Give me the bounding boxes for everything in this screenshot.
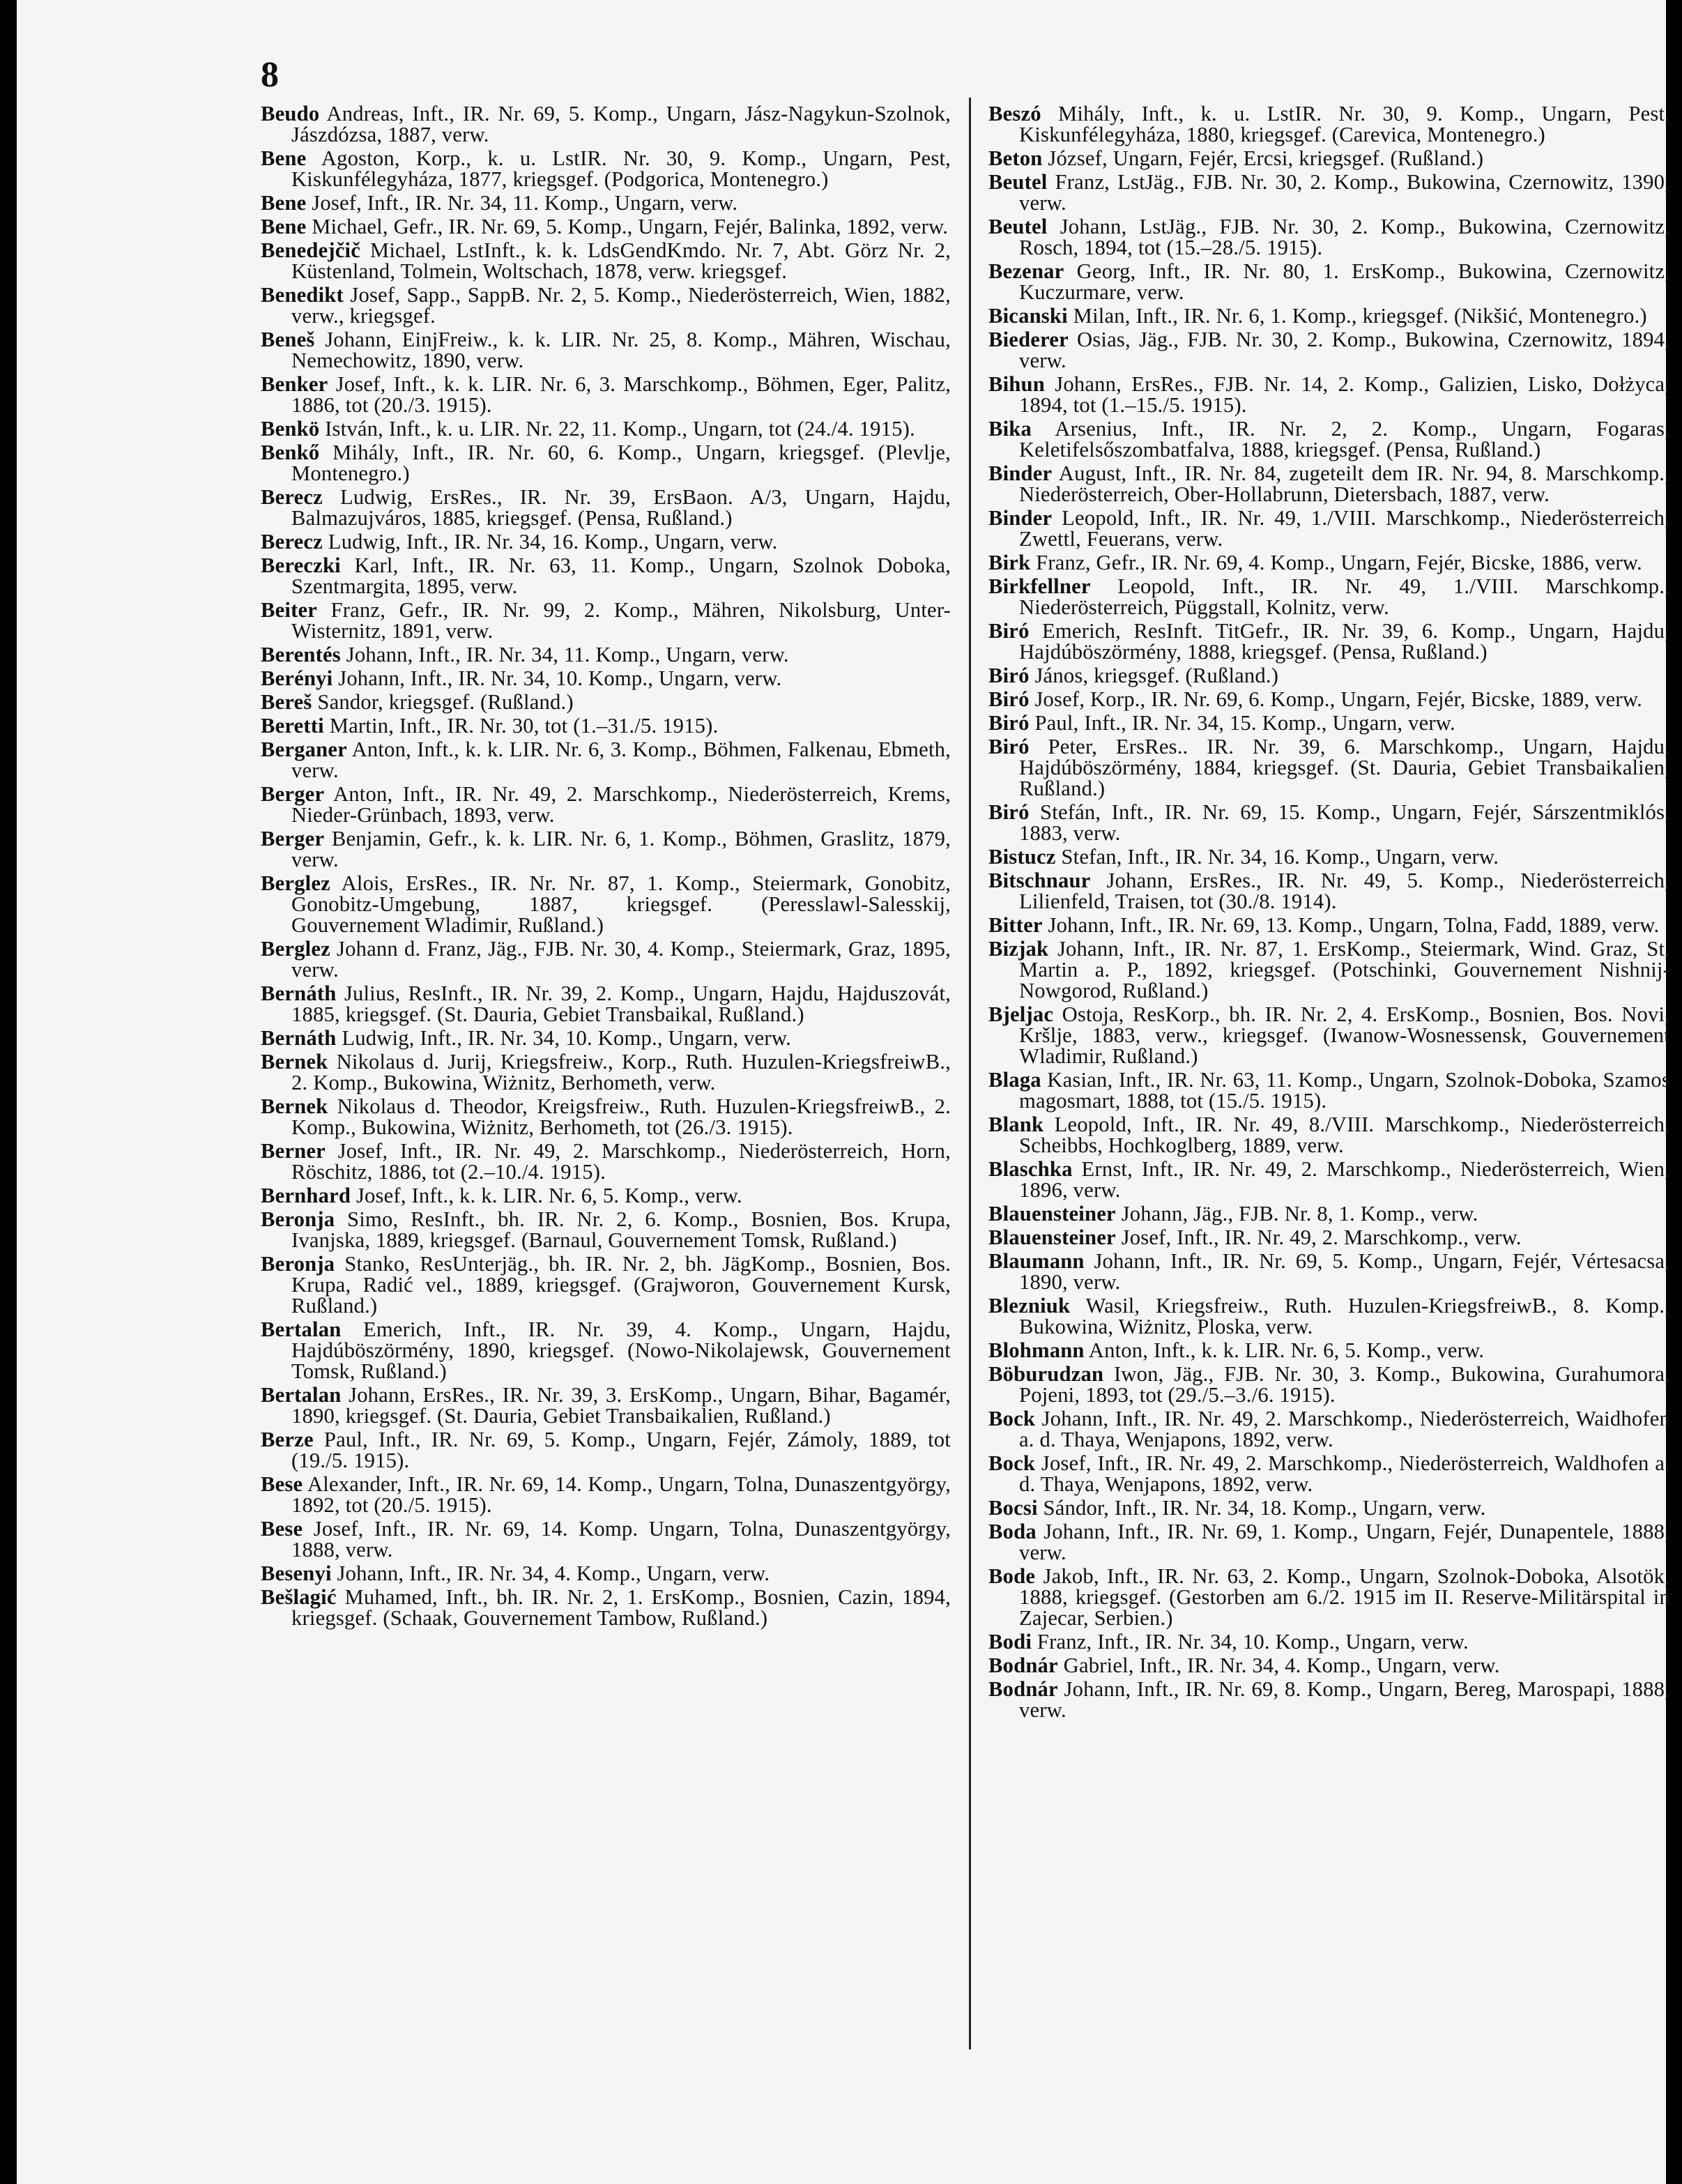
register-entry (988, 802, 1670, 843)
entry-details: Sándor, Inft., IR. Nr. 34, 18. Komp., Ungarn, verw. (1037, 1496, 1486, 1520)
register-entry (988, 846, 1670, 867)
register-entry (988, 1295, 1670, 1337)
entry-surname: Bezenar (988, 259, 1064, 283)
entry-surname: Blaga (988, 1068, 1041, 1092)
entry-surname: Bernek (261, 1050, 328, 1074)
register-entry (261, 828, 951, 870)
register-entry (988, 665, 1670, 686)
register-entry (261, 418, 951, 439)
entry-details: Stefán, Inft., IR. Nr. 69, 15. Komp., Ungarn, Fejér, Sárszentmiklós, 1883, verw. (1019, 800, 1670, 845)
register-entry (261, 103, 951, 145)
entry-surname: Blauensteiner (988, 1225, 1116, 1249)
register-entry (988, 1655, 1670, 1676)
entry-details: Ludwig, Inft., IR. Nr. 34, 10. Komp., Ungarn, verw. (336, 1026, 791, 1050)
entry-details: István, Inft., k. u. LIR. Nr. 22, 11. Komp., Ungarn, tot (24./4. 1915). (319, 417, 915, 441)
entry-details: Josef, Korp., IR. Nr. 69, 6. Komp., Ungarn, Fejér, Bicske, 1889, verw. (1029, 687, 1642, 711)
entry-details: Franz, Inft., IR. Nr. 34, 10. Komp., Ungarn, verw. (1032, 1630, 1469, 1654)
register-entry (261, 216, 951, 237)
entry-details: Johann, ErsRes., IR. Nr. 49, 5. Komp., Niederösterreich, Lilienfeld, Traisen, tot (30./8. 1914). (1019, 869, 1670, 913)
entry-surname: Beronja (261, 1207, 335, 1231)
entry-surname: Bjeljac (988, 1002, 1054, 1026)
register-entry (988, 1340, 1670, 1361)
register-entry (988, 216, 1670, 258)
register-entry (261, 1587, 951, 1628)
entry-surname: Bode (988, 1564, 1036, 1588)
entry-surname: Binder (988, 506, 1053, 530)
entry-details: Stanko, ResUnterjäg., bh. IR. Nr. 2, bh. JägKomp., Bosnien, Bos. Krupa, Radić vel., 1889, kriegsgef. (Grajworon, Gouvernement Kursk, Rußland.) (291, 1252, 951, 1318)
entry-details: Martin, Inft., IR. Nr. 30, tot (1.–31./5. 1915). (323, 714, 719, 738)
register-entry (988, 374, 1670, 415)
entry-details: Paul, Inft., IR. Nr. 34, 15. Komp., Ungarn, verw. (1029, 711, 1455, 735)
register-entry (988, 1251, 1670, 1292)
entry-details: Ernst, Inft., IR. Nr. 49, 2. Marschkomp., Niederösterreich, Wien, 1896, verw. (1019, 1157, 1670, 1202)
entry-details: Franz, Gefr., IR. Nr. 69, 4. Komp., Ungarn, Fejér, Bicske, 1886, verw. (1030, 551, 1642, 574)
entry-details: Alois, ErsRes., IR. Nr. Nr. 87, 1. Komp., Steiermark, Gonobitz, Gonobitz-Umgebung, 1887, kriegsgef. (Peresslawl-Salesskij, Gouvernement Wladimir, Rußland.) (291, 871, 951, 937)
entry-details: Julius, ResInft., IR. Nr. 39, 2. Komp., Ungarn, Hajdu, Hajduszovát, 1885, kriegsgef. (St. Dauria, Gebiet Transbaikal, Rußland.) (291, 982, 951, 1026)
register-entry (988, 712, 1670, 733)
entry-surname: Bitter (988, 913, 1043, 937)
register-entry (988, 305, 1670, 326)
entry-details: Josef, Inft., IR. Nr. 49, 2. Marschkomp., Niederösterreich, Waldhofen a. d. Thaya, Wenjapons, 1892, verw. (1019, 1451, 1670, 1496)
entry-details: Johann, ErsRes., IR. Nr. 39, 3. ErsKomp., Ungarn, Bihar, Bagamér, 1890, kriegsgef. (St. Dauria, Gebiet Transbaikalien, Rußland.) (291, 1383, 951, 1428)
entry-surname: Berecz (261, 530, 323, 553)
entry-details: Johann, Inft., IR. Nr. 49, 2. Marschkomp., Niederösterreich, Waidhofen a. d. Thaya, Wenjapons, 1892, verw. (1019, 1407, 1670, 1451)
register-entry (988, 1408, 1670, 1450)
entry-details: Johann, Inft., IR. Nr. 69, 13. Komp., Ungarn, Tolna, Fadd, 1889, verw. (1042, 913, 1660, 937)
entry-details: Josef, Inft., k. k. LIR. Nr. 6, 5. Komp., verw. (351, 1184, 742, 1207)
register-entry (261, 1096, 951, 1138)
entry-surname: Berger (261, 782, 325, 806)
register-entry (261, 983, 951, 1025)
entry-surname: Beutel (988, 215, 1048, 238)
entry-surname: Blohmann (988, 1338, 1085, 1362)
entry-surname: Bocsi (988, 1496, 1038, 1520)
register-entry (261, 1140, 951, 1182)
entry-details: Johann, Inft., IR. Nr. 69, 5. Komp., Ungarn, Fejér, Vértesacsa, 1890, verw. (1019, 1249, 1670, 1294)
entry-surname: Benkő (261, 441, 320, 464)
register-entry (261, 487, 951, 528)
entry-surname: Bodnár (988, 1677, 1058, 1701)
entry-details: József, Ungarn, Fejér, Ercsi, kriegsgef. (Rußland.) (1042, 146, 1484, 170)
register-entry (988, 552, 1670, 573)
entry-surname: Bodnár (988, 1654, 1058, 1677)
entry-details: Josef, Sapp., SappB. Nr. 2, 5. Komp., Niederösterreich, Wien, 1882, verw., kriegsgef. (291, 283, 951, 328)
entry-surname: Beneš (261, 328, 315, 351)
entry-surname: Berganer (261, 738, 347, 761)
register-entry (261, 1209, 951, 1251)
register-entry (988, 915, 1670, 936)
entry-details: Johann, EinjFreiw., k. k. LIR. Nr. 25, 8. Komp., Mähren, Wischau, Nemechowitz, 1890, verw. (291, 328, 951, 372)
entry-details: Stefan, Inft., IR. Nr. 34, 16. Komp., Ungarn, verw. (1055, 845, 1499, 869)
entry-details: Franz, Gefr., IR. Nr. 99, 2. Komp., Mähren, Nikolsburg, Unter-Wisternitz, 1891, verw. (291, 598, 951, 643)
entry-surname: Berger (261, 827, 325, 850)
register-entry (261, 668, 951, 689)
entry-surname: Benker (261, 372, 328, 396)
register-entry (261, 284, 951, 326)
entry-details: Georg, Inft., IR. Nr. 80, 1. ErsKomp., Bukowina, Czernowitz, Kuczurmare, verw. (1019, 259, 1670, 304)
entry-surname: Beudo (261, 102, 320, 125)
entry-details: Emerich, Inft., IR. Nr. 39, 4. Komp., Ungarn, Hajdu, Hajdúböszörmény, 1890, kriegsgef. (Nowo-Nikolajewsk, Gouvernement Tomsk, Rußland.) (291, 1318, 951, 1383)
entry-surname: Böburudzan (988, 1362, 1104, 1386)
entry-details: Josef, Inft., IR. Nr. 34, 11. Komp., Ungarn, verw. (306, 191, 738, 215)
entry-surname: Bertalan (261, 1383, 342, 1407)
entry-surname: Bese (261, 1472, 303, 1496)
entry-surname: Bicanski (988, 304, 1068, 328)
register-entry (261, 1518, 951, 1560)
entry-details: Johann, Inft., IR. Nr. 69, 8. Komp., Ungarn, Bereg, Marospapi, 1888, verw. (1019, 1677, 1670, 1722)
register-entry (988, 171, 1670, 213)
entry-details: Ostoja, ResKorp., bh. IR. Nr. 2, 4. ErsKomp., Bosnien, Bos. Novi, Kršlje, 1883, verw., kriegsgef. (Iwanow-Wosnessensk, Gouvernement Wladimir, Rußland.) (1019, 1002, 1670, 1068)
right-column (988, 103, 1670, 1723)
register-entry (261, 739, 951, 781)
entry-details: Arsenius, Inft., IR. Nr. 2, 2. Komp., Ungarn, Fogaras, Keletifelsőszombatfalva, 1888, kriegsgef. (Pensa, Rußland.) (1019, 417, 1670, 461)
register-entry (988, 103, 1670, 145)
entry-details: Johann, Inft., IR. Nr. 34, 10. Komp., Ungarn, verw. (332, 666, 782, 690)
register-entry (988, 1004, 1670, 1067)
entry-surname: Bihun (988, 372, 1045, 396)
register-entry (261, 1474, 951, 1515)
entry-details: Anton, Inft., IR. Nr. 49, 2. Marschkomp., Niederösterreich, Krems, Nieder-Grünbach, 1893, verw. (291, 782, 951, 827)
register-entry (988, 870, 1670, 912)
register-entry (988, 736, 1670, 799)
entry-details: Franz, LstJäg., FJB. Nr. 30, 2. Komp., Bukowina, Czernowitz, 1390, verw. (1019, 170, 1670, 215)
register-entry (261, 644, 951, 665)
register-entry (988, 463, 1670, 505)
entry-details: Josef, Inft., k. k. LIR. Nr. 6, 3. Marschkomp., Böhmen, Eger, Palitz, 1886, tot (20./3. 1915). (291, 372, 951, 417)
entry-surname: Biró (988, 664, 1030, 687)
register-entry (988, 620, 1670, 662)
entry-details: Michael, LstInft., k. k. LdsGendKmdo. Nr. 7, Abt. Görz Nr. 2, Küstenland, Tolmein, Woltschach, 1878, verw. kriegsgef. (291, 238, 951, 283)
register-entry (261, 692, 951, 712)
register-entry (988, 1631, 1670, 1652)
entry-surname: Biederer (988, 328, 1069, 351)
entry-surname: Bernáth (261, 1026, 337, 1050)
entry-surname: Bereš (261, 690, 312, 714)
register-entry (261, 442, 951, 484)
entry-surname: Blezniuk (988, 1294, 1071, 1318)
entry-details: Paul, Inft., IR. Nr. 69, 5. Komp., Ungarn, Fejér, Zámoly, 1889, tot (19./5. 1915). (291, 1428, 951, 1472)
entry-surname: Biró (988, 711, 1030, 735)
register-entry (988, 1453, 1670, 1495)
entry-surname: Benedejčič (261, 238, 361, 262)
entry-surname: Birk (988, 551, 1031, 574)
entry-surname: Biró (988, 619, 1030, 643)
entry-details: Leopold, Inft., IR. Nr. 49, 1./VIII. Marschkomp., Niederösterreich, Zwettl, Feuerans, verw. (1019, 506, 1670, 551)
entry-surname: Bistucz (988, 845, 1056, 869)
entry-details: Johann, Inft., IR. Nr. 34, 4. Komp., Ungarn, verw. (331, 1561, 770, 1585)
entry-details: János, kriegsgef. (Rußland.) (1029, 664, 1279, 687)
register-entry (988, 329, 1670, 371)
entry-details: Emerich, ResInft. TitGefr., IR. Nr. 39, 6. Komp., Ungarn, Hajdu, Hajdúböszörmény, 1888, kriegsgef. (Pensa, Rußland.) (1019, 619, 1670, 664)
entry-details: Anton, Inft., k. k. LIR. Nr. 6, 5. Komp., verw. (1084, 1338, 1485, 1362)
register-entry (261, 715, 951, 736)
entry-surname: Berglez (261, 871, 330, 895)
entry-surname: Bock (988, 1407, 1036, 1430)
register-entry (261, 1319, 951, 1382)
entry-surname: Beton (988, 146, 1043, 170)
entry-surname: Biró (988, 687, 1030, 711)
entry-surname: Bese (261, 1517, 303, 1541)
entry-details: Nikolaus d. Theodor, Kreigsfreiw., Ruth. Huzulen-KriegsfreiwB., 2. Komp., Bukowina, Wiżnitz, Berhometh, tot (26./3. 1915). (291, 1094, 951, 1139)
entry-details: Mihály, Inft., k. u. LstIR. Nr. 30, 9. Komp., Ungarn, Pest, Kiskunfélegyháza, 1880, kriegsgef. (Carevica, Montenegro.) (1019, 102, 1670, 146)
entry-details: Simo, ResInft., bh. IR. Nr. 2, 6. Komp., Bosnien, Bos. Krupa, Ivanjska, 1889, kriegsgef. (Barnaul, Gouvernement Tomsk, Rußland.) (291, 1207, 951, 1252)
entry-details: Nikolaus d. Jurij, Kriegsfreiw., Korp., Ruth. Huzulen-KriegsfreiwB., 2. Komp., Bukowina, Wiżnitz, Berhometh, verw. (291, 1050, 951, 1094)
register-entry (988, 576, 1670, 618)
entry-surname: Bernáth (261, 982, 337, 1005)
entry-surname: Besenyi (261, 1561, 332, 1585)
register-entry (261, 555, 951, 597)
entry-surname: Bereczki (261, 553, 341, 577)
entry-surname: Bene (261, 215, 307, 238)
register-entry (261, 148, 951, 190)
register-entry (988, 1069, 1670, 1111)
entry-surname: Blank (988, 1113, 1044, 1136)
entry-details: Muhamed, Inft., bh. IR. Nr. 2, 1. ErsKomp., Bosnien, Cazin, 1894, kriegsgef. (Schaak, Gouvernement Tambow, Rußland.) (291, 1585, 951, 1630)
entry-surname: Biró (988, 800, 1030, 824)
entry-surname: Bitschnaur (988, 869, 1091, 892)
entry-surname: Benkö (261, 417, 320, 441)
register-entry (261, 938, 951, 980)
entry-surname: Blaschka (988, 1157, 1073, 1181)
entry-surname: Bika (988, 417, 1032, 441)
entry-details: Johann, LstJäg., FJB. Nr. 30, 2. Komp., Bukowina, Czernowitz, Rosch, 1894, tot (15.–28./5. 1915). (1019, 215, 1670, 259)
entry-details: Leopold, Inft., IR. Nr. 49, 1./VIII. Marschkomp., Niederösterreich, Püggstall, Kolnitz, verw. (1019, 574, 1670, 619)
register-entry (988, 1566, 1670, 1628)
left-column (261, 103, 951, 1631)
register-entry (261, 1051, 951, 1093)
entry-details: Agoston, Korp., k. u. LstIR. Nr. 30, 9. Komp., Ungarn, Pest, Kiskunfélegyháza, 1877, kriegsgef. (Podgorica, Montenegro.) (291, 146, 951, 191)
entry-surname: Boda (988, 1520, 1037, 1543)
register-entry (988, 689, 1670, 710)
entry-surname: Berecz (261, 485, 323, 509)
register-entry (988, 418, 1670, 460)
entry-details: Johann, Inft., IR. Nr. 87, 1. ErsKomp., Steiermark, Wind. Graz, St, Martin a. P., 1892, kriegsgef. (Potschinki, Gouvernement Nishnij-Nowgorod, Rußland.) (1019, 937, 1670, 1002)
entry-surname: Berner (261, 1139, 326, 1163)
document-page (17, 0, 1670, 2184)
entry-surname: Beretti (261, 714, 324, 738)
register-entry (988, 1497, 1670, 1518)
register-entry (261, 374, 951, 415)
entry-surname: Bene (261, 191, 307, 215)
entry-details: Josef, Inft., IR. Nr. 49, 2. Marschkomp., Niederösterreich, Horn, Röschitz, 1886, tot (2.–10./4. 1915). (291, 1139, 951, 1184)
register-entry (988, 1679, 1670, 1720)
register-entry (261, 873, 951, 936)
register-entry (261, 784, 951, 825)
entry-details: Johann, Inft., IR. Nr. 34, 11. Komp., Ungarn, verw. (340, 643, 789, 666)
register-entry (261, 1563, 951, 1584)
entry-surname: Bešlagić (261, 1585, 337, 1609)
register-entry (261, 531, 951, 552)
register-entry (988, 1227, 1670, 1248)
entry-surname: Berze (261, 1428, 314, 1451)
entry-details: Josef, Inft., IR. Nr. 49, 2. Marschkomp., verw. (1115, 1225, 1522, 1249)
entry-surname: Bernhard (261, 1184, 351, 1207)
register-entry (261, 1185, 951, 1206)
entry-details: Gabriel, Inft., IR. Nr. 34, 4. Komp., Ungarn, verw. (1057, 1654, 1500, 1677)
entry-details: Mihály, Inft., IR. Nr. 60, 6. Komp., Ungarn, kriegsgef. (Plevlje, Montenegro.) (291, 441, 951, 485)
register-entry (988, 1364, 1670, 1405)
entry-surname: Bene (261, 146, 307, 170)
entry-details: Sandor, kriegsgef. (Rußland.) (312, 690, 574, 714)
register-entry (261, 600, 951, 641)
entry-details: August, Inft., IR. Nr. 84, zugeteilt dem IR. Nr. 94, 8. Marschkomp., Niederösterreich, Ober-Hollabrunn, Dietersbach, 1887, verw. (1019, 461, 1670, 506)
register-entry (261, 1384, 951, 1426)
page-number: 8 (261, 55, 279, 95)
register-entry (988, 1203, 1670, 1224)
entry-surname: Benedikt (261, 283, 344, 307)
entry-details: Johann, Inft., IR. Nr. 69, 1. Komp., Ungarn, Fejér, Dunapentele, 1888, verw. (1019, 1520, 1670, 1564)
entry-surname: Bock (988, 1451, 1036, 1475)
register-entry (988, 507, 1670, 549)
register-entry (261, 240, 951, 282)
entry-details: Benjamin, Gefr., k. k. LIR. Nr. 6, 1. Komp., Böhmen, Graslitz, 1879, verw. (291, 827, 951, 871)
register-entry (261, 1253, 951, 1316)
entry-surname: Beutel (988, 170, 1048, 194)
register-entry (261, 192, 951, 213)
entry-surname: Birkfellner (988, 574, 1091, 598)
entry-details: Milan, Inft., IR. Nr. 6, 1. Komp., kriegsgef. (Nikšić, Montenegro.) (1067, 304, 1647, 328)
entry-details: Peter, ErsRes.. IR. Nr. 39, 6. Marschkomp., Ungarn, Hajdu, Hajdúböszörmény, 1884, kriegsgef. (St. Dauria, Gebiet Transbaikalien, Rußland.) (1019, 735, 1670, 800)
entry-details: Alexander, Inft., IR. Nr. 69, 14. Komp., Ungarn, Tolna, Dunaszentgyörgy, 1892, tot (20./5. 1915). (291, 1472, 951, 1517)
entry-details: Johann, Jäg., FJB. Nr. 8, 1. Komp., verw. (1115, 1202, 1478, 1225)
entry-details: Leopold, Inft., IR. Nr. 49, 8./VIII. Marschkomp., Niederösterreich, Scheibbs, Hochkoglberg, 1889, verw. (1019, 1113, 1670, 1157)
entry-details: Andreas, Inft., IR. Nr. 69, 5. Komp., Ungarn, Jász-Nagykun-Szolnok, Jászdózsa, 1887, verw. (291, 102, 951, 146)
column-divider (969, 98, 971, 2049)
entry-details: Kasian, Inft., IR. Nr. 63, 11. Komp., Ungarn, Szolnok-Doboka, Szamos magosmart, 1888, tot (15./5. 1915). (1019, 1068, 1670, 1113)
register-entry (261, 329, 951, 371)
entry-surname: Biró (988, 735, 1030, 758)
entry-details: Johann, ErsRes., FJB. Nr. 14, 2. Komp., Galizien, Lisko, Dołżyca, 1894, tot (1.–15./5. 1915). (1019, 372, 1670, 417)
entry-surname: Bernek (261, 1094, 328, 1118)
entry-surname: Bizjak (988, 937, 1049, 961)
register-entry (988, 1159, 1670, 1200)
entry-details: Josef, Inft., IR. Nr. 69, 14. Komp. Ungarn, Tolna, Dunaszentgyörgy, 1888, verw. (291, 1517, 951, 1561)
entry-surname: Beiter (261, 598, 318, 622)
entry-details: Anton, Inft., k. k. LIR. Nr. 6, 3. Komp., Böhmen, Falkenau, Ebmeth, verw. (291, 738, 951, 782)
entry-details: Johann d. Franz, Jäg., FJB. Nr. 30, 4. Komp., Steiermark, Graz, 1895, verw. (291, 937, 951, 982)
register-entry (261, 1429, 951, 1471)
entry-details: Ludwig, Inft., IR. Nr. 34, 16. Komp., Ungarn, verw. (322, 530, 778, 553)
register-entry (988, 1114, 1670, 1156)
entry-details: Michael, Gefr., IR. Nr. 69, 5. Komp., Ungarn, Fejér, Balinka, 1892, verw. (306, 215, 949, 238)
register-entry (988, 148, 1670, 169)
entry-surname: Beszó (988, 102, 1041, 125)
entry-surname: Binder (988, 461, 1053, 485)
entry-surname: Blauensteiner (988, 1202, 1116, 1225)
register-entry (988, 938, 1670, 1001)
entry-details: Ludwig, ErsRes., IR. Nr. 39, ErsBaon. A/3, Ungarn, Hajdu, Balmazujváros, 1885, kriegsgef. (Pensa, Rußland.) (291, 485, 951, 530)
register-entry (261, 1028, 951, 1048)
entry-surname: Blaumann (988, 1249, 1085, 1273)
entry-surname: Beronja (261, 1252, 335, 1276)
entry-surname: Bertalan (261, 1318, 342, 1341)
entry-surname: Bodi (988, 1630, 1032, 1654)
entry-surname: Berglez (261, 937, 330, 961)
entry-surname: Berentés (261, 643, 341, 666)
register-entry (988, 1521, 1670, 1563)
entry-surname: Berényi (261, 666, 333, 690)
entry-details: Jakob, Inft., IR. Nr. 63, 2. Komp., Ungarn, Szolnok-Doboka, Alsotök, 1888, kriegsgef. (Gestorben am 6./2. 1915 im II. Reserve-Militärspital in Zajecar, Serbien.) (1019, 1564, 1670, 1630)
register-entry (988, 261, 1670, 303)
entry-details: Wasil, Kriegsfreiw., Ruth. Huzulen-KriegsfreiwB., 8. Komp., Bukowina, Wiżnitz, Ploska, verw. (1019, 1294, 1670, 1338)
entry-details: Iwon, Jäg., FJB. Nr. 30, 3. Komp., Bukowina, Gurahumora, Pojeni, 1893, tot (29./5.–3./6. 1915). (1019, 1362, 1670, 1407)
entry-details: Karl, Inft., IR. Nr. 63, 11. Komp., Ungarn, Szolnok Doboka, Szentmargita, 1895, verw. (291, 553, 951, 598)
entry-details: Osias, Jäg., FJB. Nr. 30, 2. Komp., Bukowina, Czernowitz, 1894, verw. (1019, 328, 1670, 372)
